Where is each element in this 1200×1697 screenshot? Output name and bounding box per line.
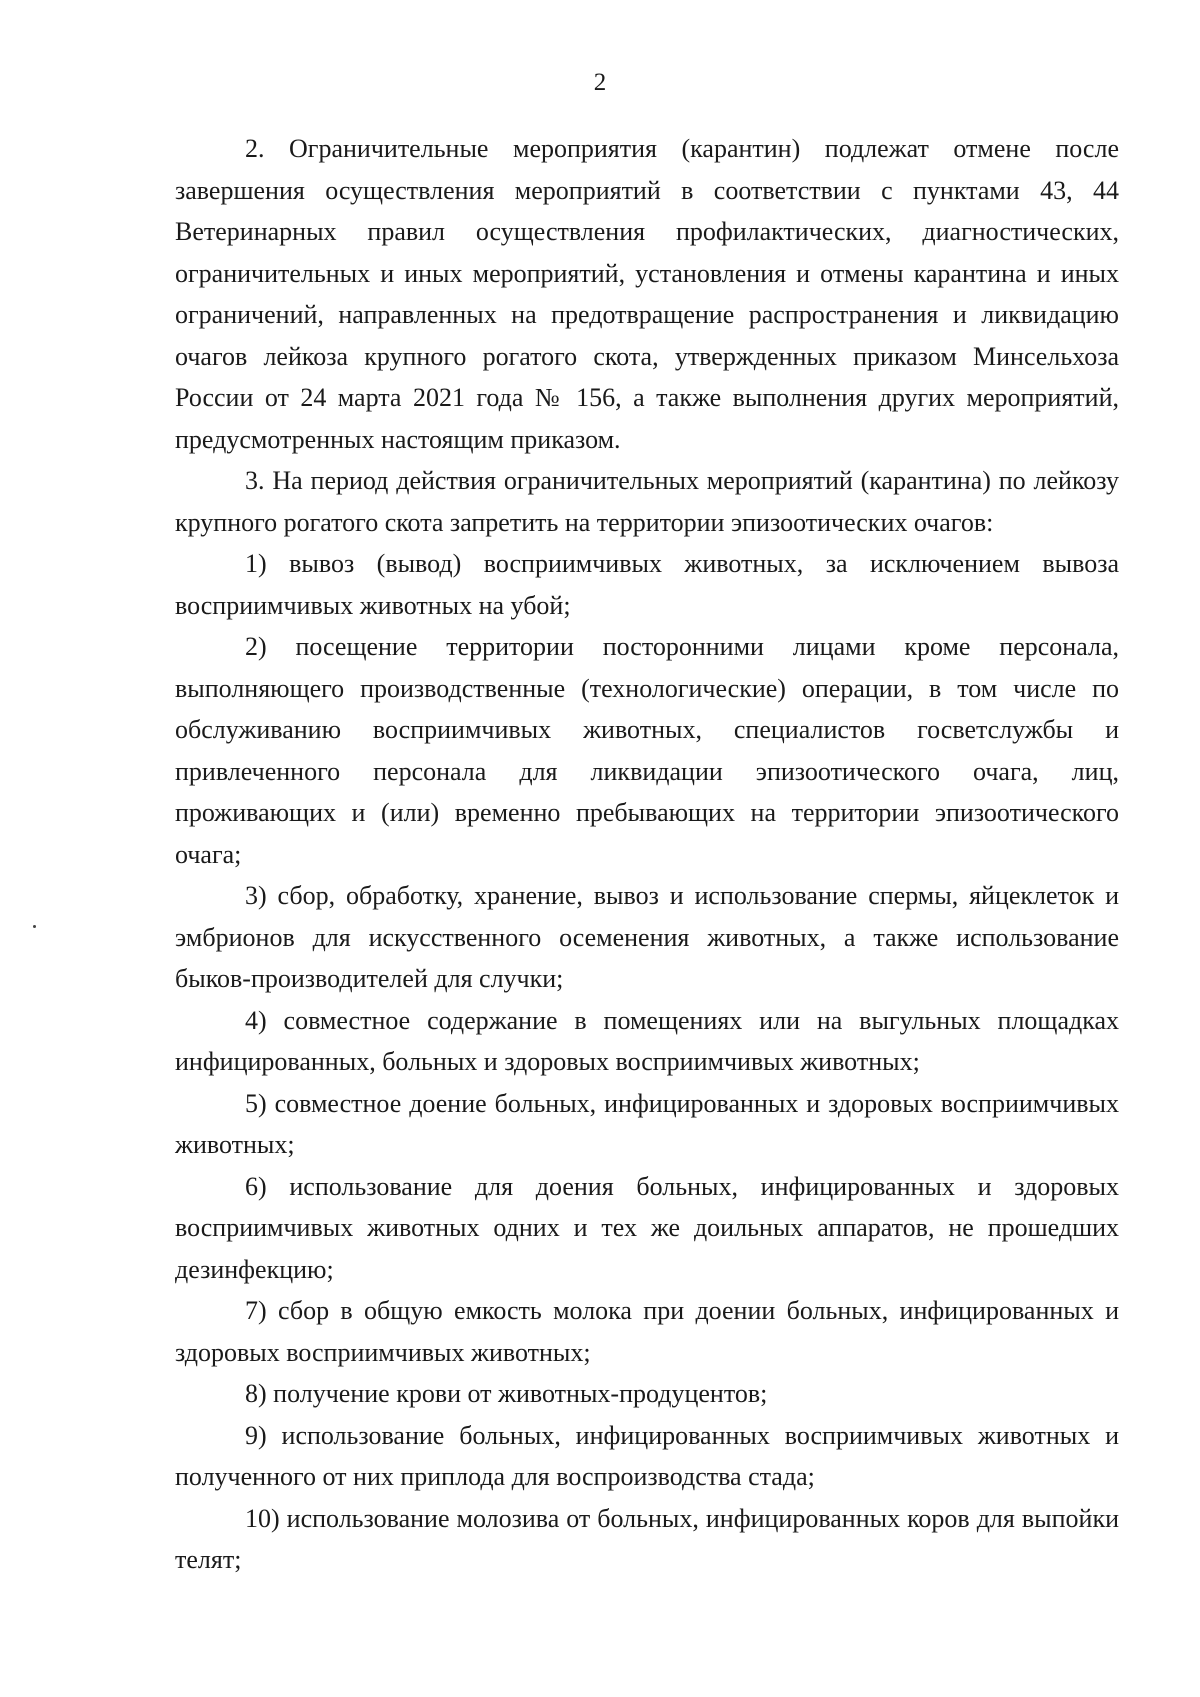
list-item-9: 9) использование больных, инфицированных восприимчивых животных и полученного от них приплода для воспроизводства стада; <box>175 1420 1119 1491</box>
page-number: 2 <box>593 69 607 96</box>
paragraph-item-2: 2. Ограничительные мероприятия (карантин) подлежат отмене после завершения осуществления мероприятий в соответствии с пунктами 43, 44 Ветеринарных правил осуществления профилактических, диагностических, ограничительных и иных мероприятий, установления и отмены карантина и иных ограничений, направленных на предотвращение распространения и ликвидацию очагов лейкоза крупного рогатого скота, утвержденных приказом Минсельхоза России от 24 марта 2021 года № 156, а также выполнения других мероприятий, предусмотренных настоящим приказом. <box>175 134 1119 454</box>
list-item-10: 10) использование молозива от больных, инфицированных коров для выпойки телят; <box>175 1503 1119 1574</box>
list-item-3: 3) сбор, обработку, хранение, вывоз и использование спермы, яйцеклеток и эмбрионов для искусственного осеменения животных, а также использование быков-производителей для случки; <box>175 881 1119 993</box>
scan-speck <box>33 925 36 928</box>
paragraph-item-3: 3. На период действия ограничительных мероприятий (карантина) по лейкозу крупного рогатого скота запретить на территории эпизоотических очагов: <box>175 466 1119 537</box>
list-item-4: 4) совместное содержание в помещениях или на выгульных площадках инфицированных, больных и здоровых восприимчивых животных; <box>175 1005 1119 1076</box>
list-item-8: 8) получение крови от животных-продуцентов; <box>245 1379 768 1408</box>
list-item-7: 7) сбор в общую емкость молока при доении больных, инфицированных и здоровых восприимчивых животных; <box>175 1296 1119 1367</box>
list-item-6: 6) использование для доения больных, инфицированных и здоровых восприимчивых животных одних и тех же доильных аппаратов, не прошедших дезинфекцию; <box>175 1171 1119 1284</box>
list-item-1: 1) вывоз (вывод) восприимчивых животных, за исключением вывоза восприимчивых животных на убой; <box>175 549 1119 620</box>
document-body <box>175 128 1119 1581</box>
list-item-2: 2) посещение территории посторонними лицами кроме персонала, выполняющего производственные (технологические) операции, в том числе по обслуживанию восприимчивых животных, специалистов госветслужбы и привлеченного персонала для ликвидации эпизоотического очага, лиц, проживающих и (или) временно пребывающих на территории эпизоотического очага; <box>175 632 1119 869</box>
list-item-5: 5) совместное доение больных, инфицированных и здоровых восприимчивых животных; <box>175 1088 1119 1159</box>
